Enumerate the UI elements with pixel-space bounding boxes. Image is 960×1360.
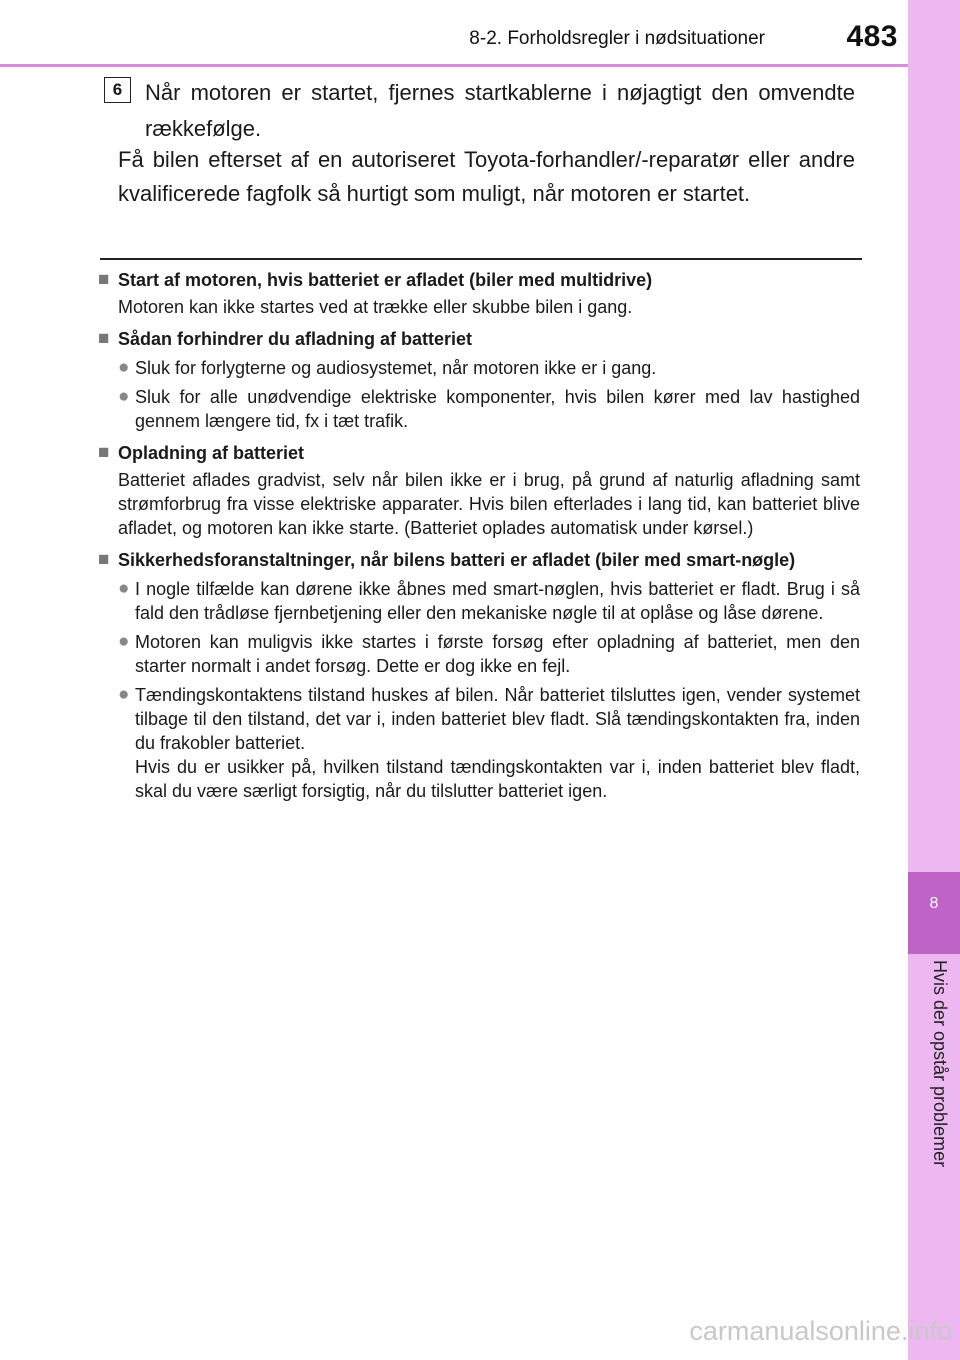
- bullet-text: Motoren kan muligvis ikke startes i første forsøg efter opladning af batteriet, men den starter normalt i andet forsøg. Dette er dog ikke en fejl.: [135, 632, 860, 676]
- chapter-number-box: [908, 872, 960, 954]
- section-divider: [100, 258, 862, 260]
- bullet-item: [118, 683, 860, 803]
- bullet-item: [118, 385, 860, 433]
- notes-section: [98, 268, 860, 811]
- note-title: Opladning af batteriet: [118, 443, 305, 463]
- note-item: [98, 548, 860, 803]
- chapter-number: 8: [929, 895, 939, 912]
- note-title: Start af motoren, hvis batteriet er afladet (biler med multidrive): [118, 270, 653, 290]
- bullet-text: I nogle tilfælde kan dørene ikke åbnes med smart-nøglen, hvis batteriet er fladt. Brug i så fald den trådløse fjernbetjening eller den mekaniske nøgle til at oplåse og låse dørene.: [135, 579, 860, 623]
- chapter-label: Hvis der opstår problemer: [930, 960, 950, 1168]
- watermark: carmanualsonline.info: [689, 1316, 952, 1346]
- square-bullet-icon: ■: [98, 328, 110, 349]
- square-bullet-icon: ■: [98, 269, 110, 290]
- note-item: [98, 327, 860, 433]
- note-title: Sikkerhedsforanstaltninger, når bilens batteri er afladet (biler med smart-nøgle): [118, 550, 796, 570]
- circle-bullet-icon: ●: [118, 357, 130, 378]
- circle-bullet-icon: ●: [118, 631, 130, 652]
- bullet-text: Sluk for alle unødvendige elektriske komponenter, hvis bilen kører med lav hastighed gennem længere tid, fx i tæt trafik.: [135, 387, 860, 431]
- circle-bullet-icon: ●: [118, 578, 130, 599]
- section-title: 8-2. Forholdsregler i nødsituationer: [469, 28, 765, 49]
- square-bullet-icon: ■: [98, 549, 110, 570]
- bullet-text: Tændingskontaktens tilstand huskes af bilen. Når batteriet tilsluttes igen, vender systemet tilbage til den tilstand, det var i, inden batteriet blev fladt. Slå tændingskontakten fra, inden du frakobler batteriet. Hvis du er usikker på, hvilken tilstand tændingskontakten var i, inden batteriet blev fladt, skal du være særligt forsigtig, når du tilslutter batteriet igen.: [135, 685, 860, 801]
- note-item: [98, 268, 860, 319]
- circle-bullet-icon: ●: [118, 386, 130, 407]
- header-divider: [0, 64, 908, 67]
- square-bullet-icon: ■: [98, 442, 110, 463]
- bullet-item: [118, 577, 860, 625]
- note-body: Batteriet aflades gradvist, selv når bilen ikke er i brug, på grund af naturlig afladning samt strømforbrug fra visse elektriske apparater. Hvis bilen efterlades i lang tid, kan batteriet blive afladet, og motoren kan ikke starte. (Batteriet oplades automatisk under kørsel.): [118, 470, 860, 538]
- page-number: 483: [846, 20, 898, 53]
- bullet-item: [118, 630, 860, 678]
- bullet-text: Sluk for forlygterne og audiosystemet, når motoren ikke er i gang.: [135, 358, 657, 378]
- bullet-item: [118, 356, 860, 380]
- note-title: Sådan forhindrer du afladning af batteriet: [118, 329, 473, 349]
- note-item: [98, 441, 860, 540]
- step-number-badge: 6: [104, 77, 131, 103]
- step-text: Når motoren er startet, fjernes startkablerne i nøjagtigt den omvendte rækkefølge.: [145, 80, 855, 141]
- followup-paragraph: Få bilen efterset af en autoriseret Toyota-forhandler/-reparatør eller andre kvalificerede fagfolk så hurtigt som muligt, når motoren er startet.: [118, 147, 855, 206]
- note-body: Motoren kan ikke startes ved at trække eller skubbe bilen i gang.: [118, 297, 633, 317]
- circle-bullet-icon: ●: [118, 684, 130, 705]
